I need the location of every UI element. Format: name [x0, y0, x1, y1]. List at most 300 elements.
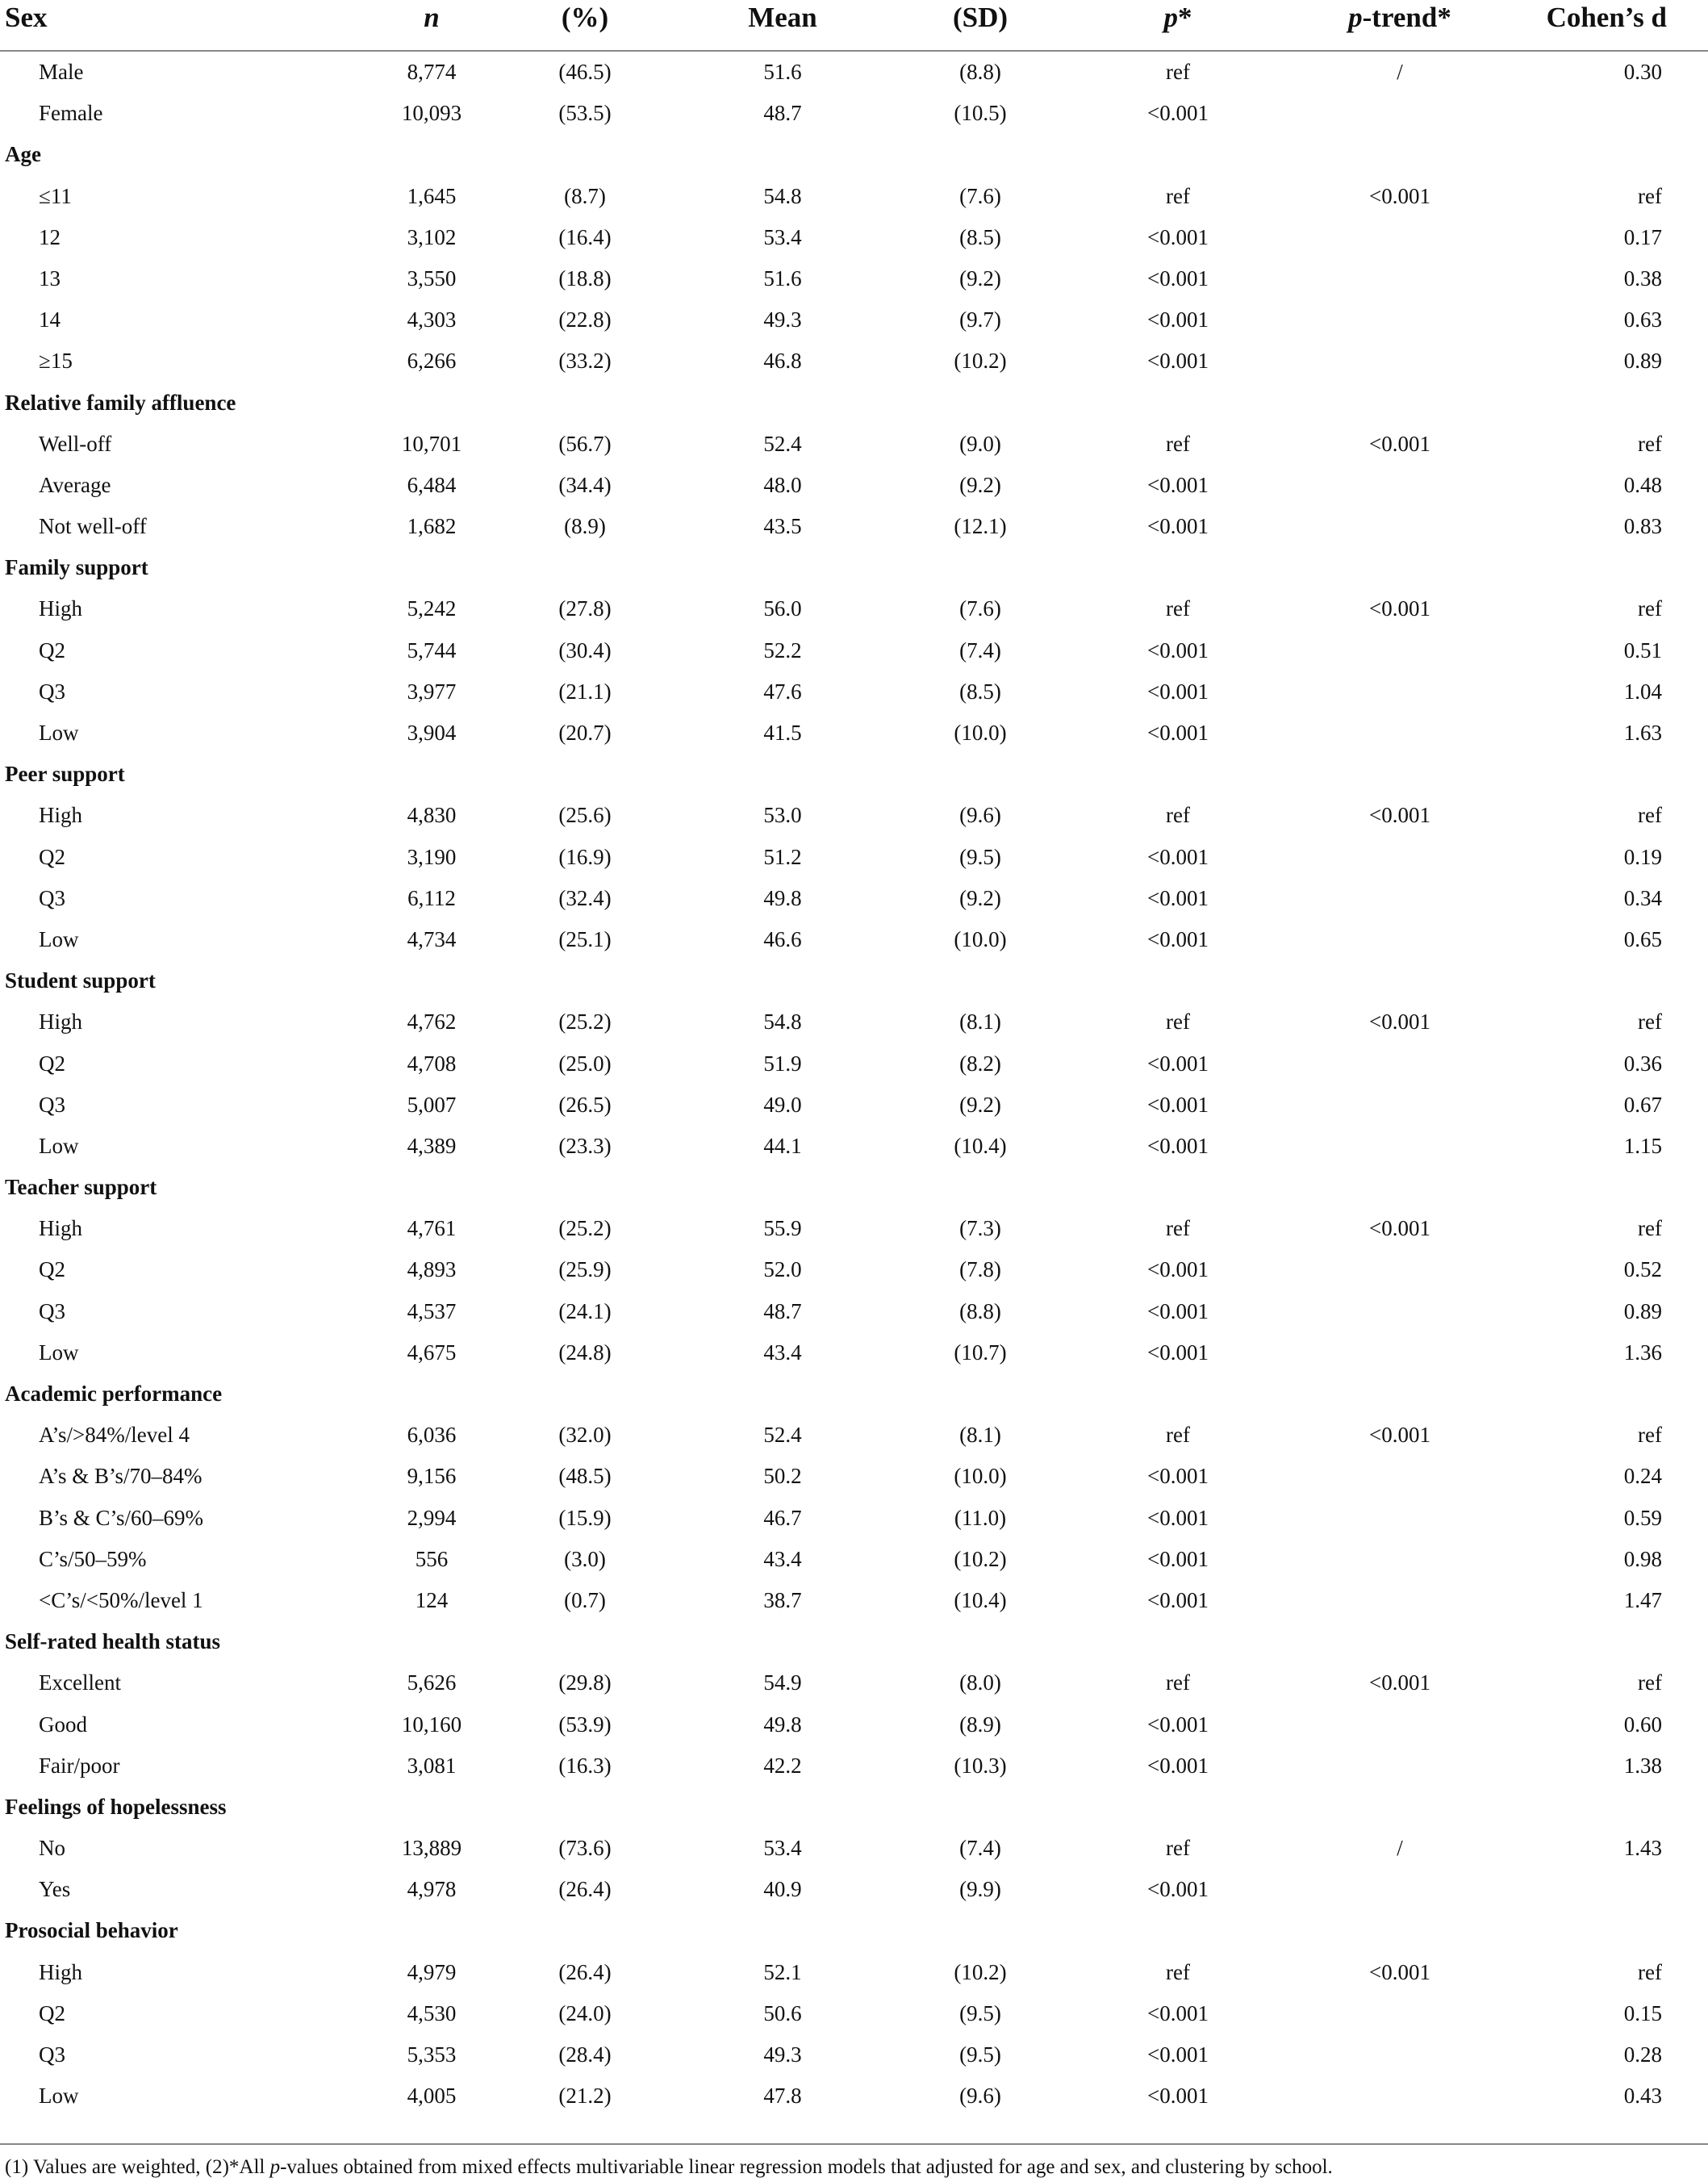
cell-n: 556	[415, 1546, 449, 1571]
row-label: Q2	[39, 637, 65, 663]
table-group-row	[0, 1167, 1708, 1208]
cell-cohens-d: 0.52	[1623, 1257, 1662, 1282]
table-row	[0, 1498, 1708, 1539]
table-group-row	[0, 1621, 1708, 1662]
cell-mean: 53.4	[763, 224, 802, 249]
cell-p: <0.001	[1147, 1092, 1209, 1117]
cell-cohens-d: ref	[1638, 596, 1662, 621]
cell-cohens-d: 0.59	[1623, 1505, 1662, 1530]
row-label: Low	[39, 1340, 79, 1365]
cell-percent: (21.2)	[558, 2084, 612, 2109]
cell-mean: 54.9	[763, 1670, 802, 1695]
table-row	[0, 1539, 1708, 1580]
table-group-row	[0, 960, 1708, 1001]
cell-mean: 38.7	[763, 1587, 802, 1612]
cell-percent: (15.9)	[558, 1505, 612, 1530]
cell-percent: (25.0)	[558, 1051, 612, 1076]
cell-mean: 56.0	[763, 596, 802, 621]
table-row	[0, 713, 1708, 754]
row-label: A’s/>84%/level 4	[39, 1423, 190, 1448]
cell-sd: (8.9)	[959, 1712, 1001, 1737]
cell-cohens-d: ref	[1638, 431, 1662, 456]
cell-mean: 43.4	[763, 1546, 802, 1571]
cell-sd: (7.4)	[959, 1836, 1001, 1861]
cell-p-trend: <0.001	[1369, 1670, 1430, 1695]
cell-cohens-d: 0.30	[1623, 60, 1662, 84]
cell-percent: (26.5)	[558, 1092, 612, 1117]
cell-mean: 49.3	[763, 2042, 802, 2067]
cell-cohens-d: 0.34	[1623, 885, 1662, 910]
row-label: Good	[39, 1712, 87, 1737]
cell-sd: (9.2)	[959, 265, 1001, 291]
header-p-trend-letter: p	[1348, 2, 1363, 33]
cell-cohens-d: 0.89	[1623, 1298, 1662, 1323]
cell-p-trend: <0.001	[1369, 1423, 1430, 1448]
cell-p: <0.001	[1147, 1298, 1209, 1323]
cell-cohens-d: 1.15	[1623, 1133, 1662, 1158]
footnote-pre: (1) Values are weighted, (2)*All	[5, 2156, 270, 2178]
table-group-row	[0, 547, 1708, 588]
table-row	[0, 506, 1708, 547]
table-group-row	[0, 134, 1708, 175]
group-label: Feelings of hopelessness	[5, 1794, 227, 1819]
cell-p: <0.001	[1147, 1505, 1209, 1530]
cell-p-trend: <0.001	[1369, 596, 1430, 621]
table-row	[0, 878, 1708, 919]
cell-p-trend: <0.001	[1369, 803, 1430, 828]
table-row	[0, 1085, 1708, 1126]
cell-n: 5,353	[407, 2042, 457, 2067]
cell-n: 4,530	[407, 2000, 457, 2025]
cell-cohens-d: 0.65	[1623, 926, 1662, 951]
cell-mean: 48.7	[763, 101, 802, 126]
table-row	[0, 1745, 1708, 1787]
cell-n: 4,537	[407, 1298, 457, 1323]
cell-p: <0.001	[1147, 514, 1209, 539]
row-label: Q3	[39, 1092, 65, 1117]
cell-p: <0.001	[1147, 224, 1209, 249]
cell-sd: (8.5)	[959, 224, 1001, 249]
cell-percent: (73.6)	[558, 1836, 612, 1861]
cell-cohens-d: 0.89	[1623, 349, 1662, 374]
cell-cohens-d: 1.43	[1623, 1836, 1662, 1861]
table-row	[0, 258, 1708, 299]
table-row	[0, 795, 1708, 836]
cell-cohens-d: 0.24	[1623, 1464, 1662, 1489]
header-p-trend-rest: -trend*	[1362, 2, 1451, 33]
table-row	[0, 1001, 1708, 1043]
cell-p: ref	[1166, 1423, 1190, 1448]
cell-p: ref	[1166, 183, 1190, 208]
cell-p: ref	[1166, 1009, 1190, 1035]
cell-percent: (25.9)	[558, 1257, 612, 1282]
cell-sd: (8.8)	[959, 1298, 1001, 1323]
cell-p: <0.001	[1147, 101, 1209, 126]
cell-sd: (10.4)	[954, 1587, 1007, 1612]
table-row	[0, 1291, 1708, 1332]
cell-mean: 49.3	[763, 307, 802, 332]
cell-cohens-d: ref	[1638, 803, 1662, 828]
cell-sd: (11.0)	[954, 1505, 1007, 1530]
table-group-row	[0, 1910, 1708, 1951]
cell-p: ref	[1166, 1836, 1190, 1861]
cell-p: <0.001	[1147, 1587, 1209, 1612]
cell-cohens-d: 0.51	[1623, 637, 1662, 663]
table-row	[0, 671, 1708, 713]
row-label: Q3	[39, 2042, 65, 2067]
table-row	[0, 93, 1708, 134]
cell-p: <0.001	[1147, 1546, 1209, 1571]
cell-percent: (16.9)	[558, 844, 612, 869]
row-label: B’s & C’s/60–69%	[39, 1505, 204, 1530]
cell-p: <0.001	[1147, 265, 1209, 291]
cell-p: <0.001	[1147, 1133, 1209, 1158]
cell-p: <0.001	[1147, 2084, 1209, 2109]
cell-percent: (0.7)	[564, 1587, 606, 1612]
cell-mean: 41.5	[763, 721, 802, 745]
cell-n: 4,762	[407, 1009, 457, 1035]
cell-n: 5,626	[407, 1670, 457, 1695]
cell-percent: (26.4)	[558, 1877, 612, 1902]
cell-sd: (8.5)	[959, 679, 1001, 704]
cell-cohens-d: 0.83	[1623, 514, 1662, 539]
row-label: A’s & B’s/70–84%	[39, 1464, 203, 1489]
cell-cohens-d: ref	[1638, 1216, 1662, 1241]
cell-n: 10,701	[401, 431, 462, 456]
cell-n: 3,977	[407, 679, 457, 704]
group-label: Relative family affluence	[5, 390, 236, 415]
cell-p: <0.001	[1147, 1051, 1209, 1076]
row-label: Low	[39, 1133, 79, 1158]
cell-n: 4,303	[407, 307, 457, 332]
cell-sd: (10.3)	[954, 1753, 1007, 1778]
table-row	[0, 176, 1708, 217]
group-label: Prosocial behavior	[5, 1918, 178, 1943]
table-row	[0, 424, 1708, 465]
cell-n: 6,112	[407, 885, 456, 910]
row-label: Q2	[39, 844, 65, 869]
cell-percent: (8.7)	[564, 183, 606, 208]
cell-p: <0.001	[1147, 885, 1209, 910]
row-label: Q3	[39, 885, 65, 910]
cell-sd: (9.0)	[959, 431, 1001, 456]
cell-n: 4,761	[407, 1216, 457, 1241]
table-header	[0, 0, 1708, 52]
cell-cohens-d: ref	[1638, 1423, 1662, 1448]
table-row	[0, 588, 1708, 629]
table-row	[0, 837, 1708, 878]
cell-cohens-d: 0.60	[1623, 1712, 1662, 1737]
cell-percent: (24.0)	[558, 2000, 612, 2025]
cell-sd: (12.1)	[954, 514, 1007, 539]
cell-p: ref	[1166, 803, 1190, 828]
cell-p: <0.001	[1147, 637, 1209, 663]
cell-p: <0.001	[1147, 844, 1209, 869]
cell-mean: 40.9	[763, 1877, 802, 1902]
group-label: Family support	[5, 555, 148, 580]
table-row	[0, 341, 1708, 382]
row-label: Average	[39, 472, 111, 497]
row-label: ≤11	[39, 183, 72, 208]
group-label: Student support	[5, 968, 156, 993]
row-label: Q2	[39, 1051, 65, 1076]
cell-sd: (9.7)	[959, 307, 1001, 332]
cell-sd: (8.2)	[959, 1051, 1001, 1076]
cell-cohens-d: ref	[1638, 1009, 1662, 1035]
cell-n: 4,893	[407, 1257, 457, 1282]
cell-n: 4,978	[407, 1877, 457, 1902]
cell-sd: (9.5)	[959, 844, 1001, 869]
cell-sd: (10.0)	[954, 926, 1007, 951]
cell-cohens-d: 0.98	[1623, 1546, 1662, 1571]
cell-mean: 43.5	[763, 514, 802, 539]
cell-percent: (32.4)	[558, 885, 612, 910]
cell-n: 4,708	[407, 1051, 457, 1076]
cell-percent: (3.0)	[564, 1546, 606, 1571]
cell-sd: (8.1)	[959, 1423, 1001, 1448]
cell-sd: (10.2)	[954, 1959, 1007, 1984]
cell-n: 4,389	[407, 1133, 457, 1158]
cell-mean: 42.2	[763, 1753, 802, 1778]
cell-sd: (7.3)	[959, 1216, 1001, 1241]
table-row	[0, 1249, 1708, 1290]
table-row	[0, 1993, 1708, 2034]
cell-p-trend: <0.001	[1369, 183, 1430, 208]
footnote-p-letter: p	[269, 2156, 281, 2178]
cell-p-trend: <0.001	[1369, 1959, 1430, 1984]
row-label: <C’s/<50%/level 1	[39, 1587, 203, 1612]
cell-sd: (10.2)	[954, 349, 1007, 374]
cell-p-trend: <0.001	[1369, 1009, 1430, 1035]
cell-sd: (10.0)	[954, 721, 1007, 745]
cell-n: 9,156	[407, 1464, 457, 1489]
table-row	[0, 1869, 1708, 1910]
cell-mean: 50.2	[763, 1464, 802, 1489]
cell-sd: (8.1)	[959, 1009, 1001, 1035]
cell-p: ref	[1166, 431, 1190, 456]
cell-percent: (22.8)	[558, 307, 612, 332]
cell-percent: (25.6)	[558, 803, 612, 828]
cell-mean: 44.1	[763, 1133, 802, 1158]
cell-sd: (9.9)	[959, 1877, 1001, 1902]
row-label: Yes	[39, 1877, 71, 1902]
cell-percent: (20.7)	[558, 721, 612, 745]
cell-p-trend: <0.001	[1369, 1216, 1430, 1241]
cell-cohens-d: 0.36	[1623, 1051, 1662, 1076]
cell-mean: 46.7	[763, 1505, 802, 1530]
row-label: Well-off	[39, 431, 112, 456]
cell-cohens-d: 0.17	[1623, 224, 1662, 249]
cell-percent: (32.0)	[558, 1423, 612, 1448]
cell-cohens-d: 0.19	[1623, 844, 1662, 869]
cell-p: ref	[1166, 60, 1190, 84]
row-label: 13	[39, 265, 61, 291]
row-label: Low	[39, 2084, 79, 2109]
cell-mean: 52.0	[763, 1257, 802, 1282]
header-percent: (%)	[561, 2, 609, 33]
cell-sd: (10.7)	[954, 1340, 1007, 1365]
row-label: ≥15	[39, 349, 73, 374]
table-group-row	[0, 754, 1708, 795]
table-row	[0, 1662, 1708, 1703]
cell-percent: (33.2)	[558, 349, 612, 374]
cell-sd: (7.6)	[959, 183, 1001, 208]
cell-mean: 51.2	[763, 844, 802, 869]
cell-mean: 47.8	[763, 2084, 802, 2109]
row-label: Low	[39, 926, 79, 951]
row-label: Q2	[39, 1257, 65, 1282]
group-label: Self-rated health status	[5, 1629, 220, 1654]
table-row	[0, 1828, 1708, 1869]
cell-cohens-d: 0.48	[1623, 472, 1662, 497]
table-row	[0, 1126, 1708, 1167]
cell-n: 3,904	[407, 721, 457, 745]
cell-percent: (25.2)	[558, 1009, 612, 1035]
cell-percent: (24.8)	[558, 1340, 612, 1365]
cell-p: <0.001	[1147, 721, 1209, 745]
cell-n: 5,007	[407, 1092, 457, 1117]
cell-percent: (30.4)	[558, 637, 612, 663]
row-label: Q3	[39, 1298, 65, 1323]
cell-sd: (9.6)	[959, 2084, 1001, 2109]
row-label: High	[39, 803, 82, 828]
group-label: Peer support	[5, 762, 125, 787]
cell-p-trend: /	[1397, 1836, 1403, 1861]
cell-percent: (48.5)	[558, 1464, 612, 1489]
cell-mean: 52.4	[763, 431, 802, 456]
cell-cohens-d: ref	[1638, 1959, 1662, 1984]
cell-mean: 53.4	[763, 1836, 802, 1861]
cell-p: <0.001	[1147, 1753, 1209, 1778]
row-label: Female	[39, 101, 103, 126]
table-row	[0, 1704, 1708, 1745]
cell-cohens-d: 0.63	[1623, 307, 1662, 332]
cell-mean: 49.0	[763, 1092, 802, 1117]
table-group-row	[0, 1787, 1708, 1828]
footnote-post: -values obtained from mixed effects multivariable linear regression models that adjusted for age and sex, and clustering by school.	[280, 2156, 1333, 2178]
row-label: High	[39, 1959, 82, 1984]
cell-sd: (7.8)	[959, 1257, 1001, 1282]
cell-mean: 52.1	[763, 1959, 802, 1984]
cell-percent: (18.8)	[558, 265, 612, 291]
cell-n: 4,005	[407, 2084, 457, 2109]
cell-mean: 47.6	[763, 679, 802, 704]
header-n	[395, 0, 468, 36]
cell-p: <0.001	[1147, 2000, 1209, 2025]
table-row	[0, 1456, 1708, 1497]
cell-sd: (8.8)	[959, 60, 1001, 84]
cell-n: 4,979	[407, 1959, 457, 1984]
cell-percent: (46.5)	[558, 60, 612, 84]
cell-sd: (10.2)	[954, 1546, 1007, 1571]
cell-n: 10,093	[401, 101, 462, 126]
cell-mean: 49.8	[763, 1712, 802, 1737]
table-row	[0, 217, 1708, 258]
cell-cohens-d: ref	[1638, 1670, 1662, 1695]
cell-percent: (8.9)	[564, 514, 606, 539]
cell-cohens-d: 1.63	[1623, 721, 1662, 745]
cell-p: <0.001	[1147, 472, 1209, 497]
cell-p: <0.001	[1147, 679, 1209, 704]
cell-mean: 51.6	[763, 60, 802, 84]
cell-n: 1,645	[407, 183, 457, 208]
cell-n: 3,550	[407, 265, 457, 291]
cell-percent: (16.3)	[558, 1753, 612, 1778]
cell-p: <0.001	[1147, 1464, 1209, 1489]
cell-percent: (23.3)	[558, 1133, 612, 1158]
table-body	[0, 52, 1708, 2117]
cell-mean: 46.6	[763, 926, 802, 951]
cell-n: 6,036	[407, 1423, 457, 1448]
cell-p: ref	[1166, 1959, 1190, 1984]
cell-sd: (9.5)	[959, 2000, 1001, 2025]
cell-p: <0.001	[1147, 1340, 1209, 1365]
cell-p: <0.001	[1147, 349, 1209, 374]
cell-cohens-d: 1.36	[1623, 1340, 1662, 1365]
cell-n: 5,242	[407, 596, 457, 621]
row-label: 12	[39, 224, 61, 249]
cell-sd: (9.2)	[959, 472, 1001, 497]
cell-n: 4,734	[407, 926, 457, 951]
row-label: Q2	[39, 2000, 65, 2025]
cell-n: 3,102	[407, 224, 457, 249]
row-label: Excellent	[39, 1670, 121, 1695]
cell-percent: (16.4)	[558, 224, 612, 249]
cell-n: 5,744	[407, 637, 457, 663]
header-p-letter: p	[1163, 2, 1178, 33]
cell-p: <0.001	[1147, 2042, 1209, 2067]
cell-p: ref	[1166, 1670, 1190, 1695]
cell-cohens-d: 1.47	[1623, 1587, 1662, 1612]
cell-percent: (53.5)	[558, 101, 612, 126]
cell-sd: (10.4)	[954, 1133, 1007, 1158]
cell-mean: 54.8	[763, 1009, 802, 1035]
cell-mean: 46.8	[763, 349, 802, 374]
cell-sd: (10.0)	[954, 1464, 1007, 1489]
header-p-star: *	[1178, 2, 1192, 33]
group-label: Teacher support	[5, 1175, 157, 1200]
row-label: Fair/poor	[39, 1753, 120, 1778]
cell-percent: (56.7)	[558, 431, 612, 456]
cell-n: 3,081	[407, 1753, 457, 1778]
table-footnote	[0, 2143, 1708, 2179]
cell-mean: 55.9	[763, 1216, 802, 1241]
table-row	[0, 465, 1708, 506]
row-label: Low	[39, 721, 79, 745]
cell-sd: (10.5)	[954, 101, 1007, 126]
header-p	[1130, 0, 1226, 36]
table-row	[0, 1415, 1708, 1456]
cell-cohens-d: ref	[1638, 183, 1662, 208]
table-row	[0, 52, 1708, 93]
cell-p: <0.001	[1147, 1877, 1209, 1902]
table-row	[0, 630, 1708, 671]
cell-cohens-d: 1.04	[1623, 679, 1662, 704]
table-row	[0, 1208, 1708, 1249]
cell-sd: (7.4)	[959, 637, 1001, 663]
cell-percent: (34.4)	[558, 472, 612, 497]
cell-sd: (7.6)	[959, 596, 1001, 621]
cell-mean: 52.2	[763, 637, 802, 663]
row-label: 14	[39, 307, 61, 332]
cell-n: 13,889	[401, 1836, 462, 1861]
cell-percent: (21.1)	[558, 679, 612, 704]
cell-n: 124	[415, 1587, 449, 1612]
cell-n: 3,190	[407, 844, 457, 869]
table-row	[0, 919, 1708, 960]
cell-n: 8,774	[407, 60, 457, 84]
table-row	[0, 1952, 1708, 1993]
